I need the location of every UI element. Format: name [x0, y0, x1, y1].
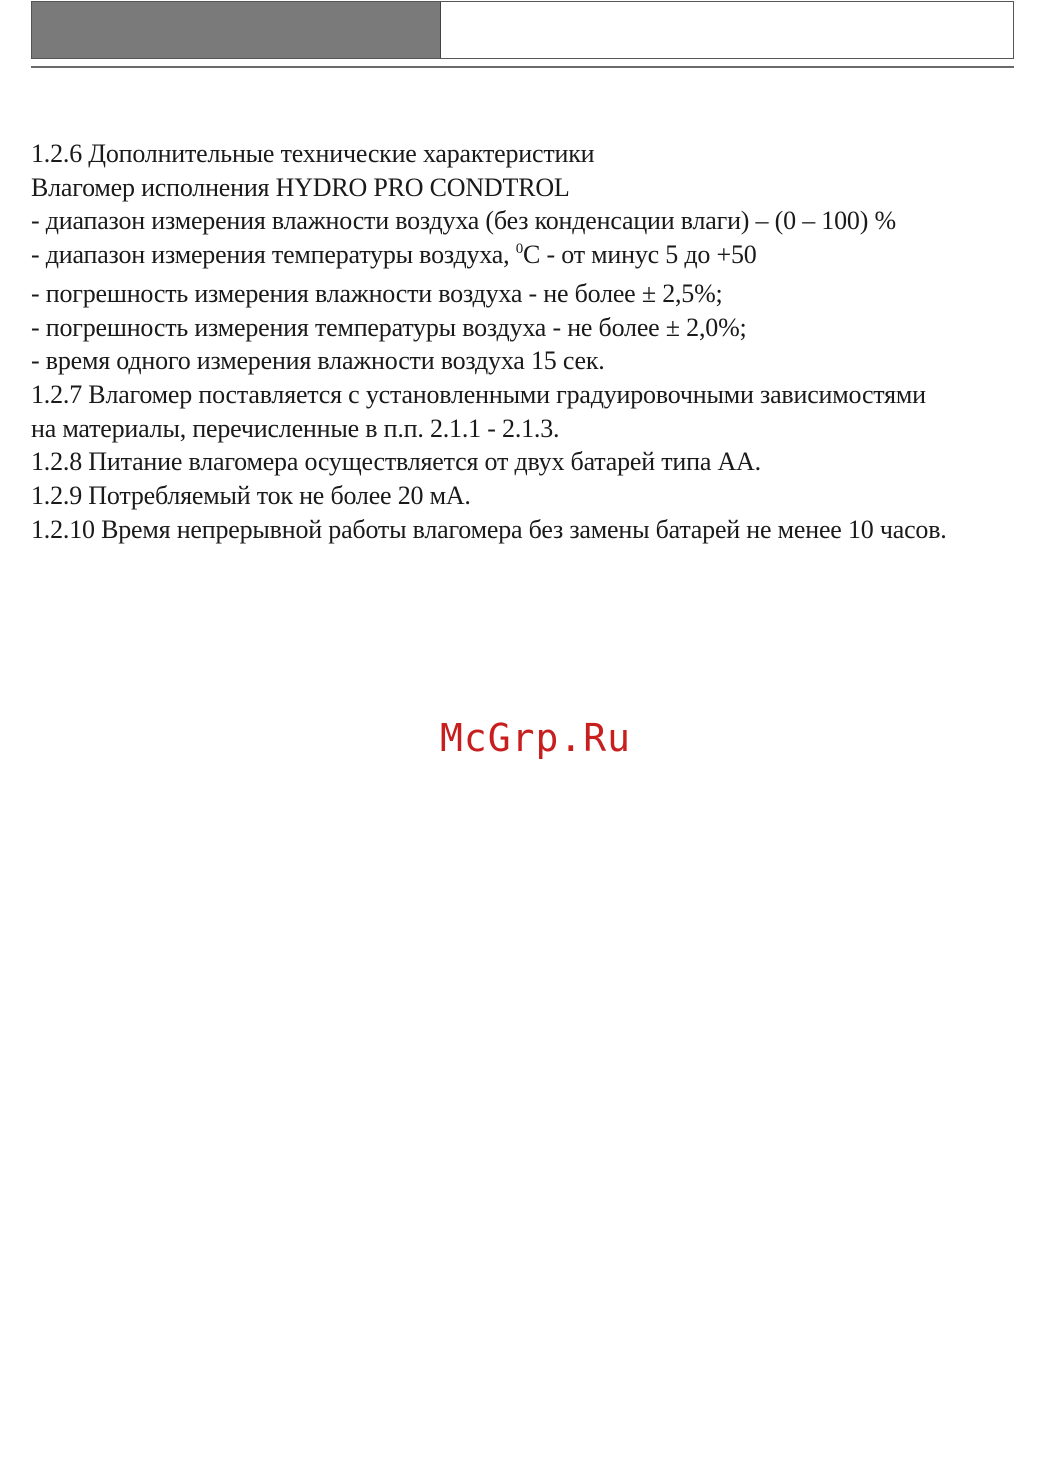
section-1-2-7: 1.2.7 Влагомер поставляется с установленными градуировочными зависимостями: [31, 379, 926, 409]
site-watermark: McGrp.Ru: [439, 716, 632, 760]
spec-temperature-range-text: - диапазон измерения температуры воздуха,: [31, 240, 516, 270]
section-1-2-8: 1.2.8 Питание влагомера осуществляется от двух батарей типа АА.: [31, 447, 761, 477]
spec-temperature-range-value: С - от минус 5 до +50: [523, 240, 757, 270]
section-1-2-10: 1.2.10 Время непрерывной работы влагомера без замены батарей не менее 10 часов.: [31, 514, 947, 544]
header-gray-block: [32, 2, 441, 58]
section-1-2-9: 1.2.9 Потребляемый ток не более 20 мА.: [31, 481, 471, 511]
header-blank-block: [441, 2, 1013, 58]
spec-humidity-range: - диапазон измерения влажности воздуха (без конденсации влаги) – (0 – 100) %: [31, 206, 896, 236]
section-1-2-7-cont: на материалы, перечисленные в п.п. 2.1.1 - 2.1.3.: [31, 413, 560, 443]
spec-temperature-error: - погрешность измерения температуры воздуха - не более ± 2,0%;: [31, 312, 747, 342]
section-heading-1-2-6: 1.2.6 Дополнительные технические характеристики: [31, 139, 595, 168]
spec-measure-time: - время одного измерения влажности воздуха 15 сек.: [31, 346, 605, 376]
spec-temperature-range: [31, 238, 1031, 277]
spec-text-block: [31, 137, 1031, 546]
header-divider: [31, 66, 1014, 68]
model-line: Влагомер исполнения HYDRO PRO CONDTROL: [31, 172, 570, 202]
spec-humidity-error: - погрешность измерения влажности воздуха - не более ± 2,5%;: [31, 278, 723, 308]
page-header-bar: [31, 1, 1014, 59]
degree-superscript: 0: [515, 241, 524, 258]
